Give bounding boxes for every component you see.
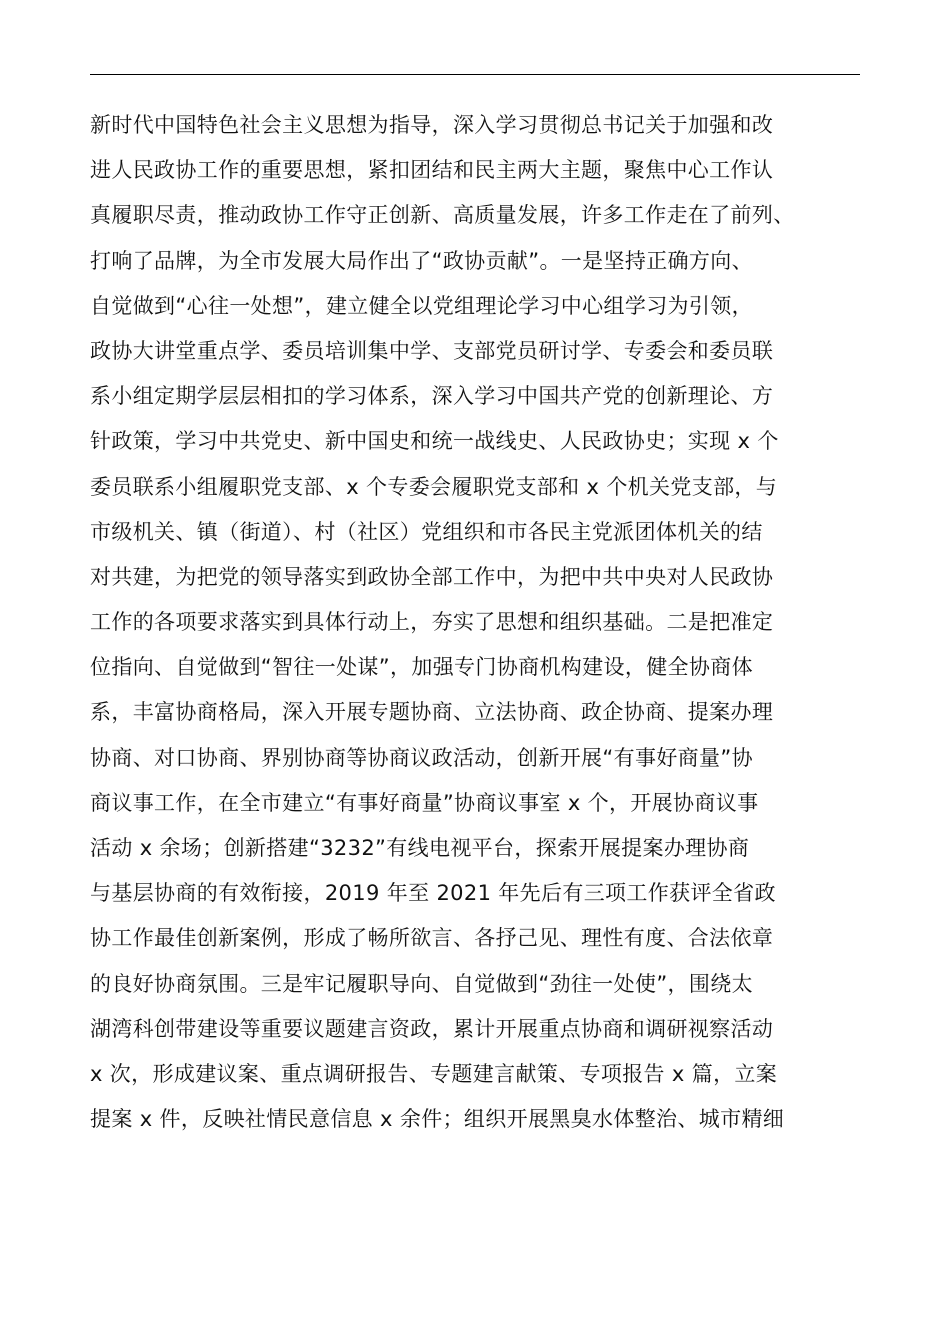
text-line: 打响了品牌，为全市发展大局作出了“政协贡献”。一是坚持正确方向、 [90,248,753,273]
text-line: 提案 x 件，反映社情民意信息 x 余件；组织开展黑臭水体整治、城市精细 [90,1107,785,1132]
text-line: 与基层协商的有效衔接，2019 年至 2021 年先后有三项工作获评全省政 [90,881,776,906]
text-line: 的良好协商氛围。三是牢记履职导向、自觉做到“劲往一处使”，围绕太 [90,971,753,996]
body-paragraph [90,103,880,1142]
text-line: 真履职尽责，推动政协工作守正创新、高质量发展，许多工作走在了前列、 [90,203,795,228]
text-line: 系小组定期学层层相扣的学习体系，深入学习中国共产党的创新理论、方 [90,384,774,409]
text-line: 委员联系小组履职党支部、x 个专委会履职党支部和 x 个机关党支部，与 [90,474,778,499]
text-line: 对共建，为把党的领导落实到政协全部工作中，为把中共中央对人民政协 [90,564,774,589]
text-line: 工作的各项要求落实到具体行动上，夯实了思想和组织基础。二是把准定 [90,610,774,635]
text-line: 商议事工作，在全市建立“有事好商量”协商议事室 x 个，开展协商议事 [90,790,759,815]
text-line: 协商、对口协商、界别协商等协商议政活动，创新开展“有事好商量”协 [90,745,753,770]
text-line: 政协大讲堂重点学、委员培训集中学、支部党员研讨学、专委会和委员联 [90,338,774,363]
text-line: 协工作最佳创新案例，形成了畅所欲言、各抒己见、理性有度、合法依章 [90,926,774,951]
text-line: 位指向、自觉做到“智往一处谋”，加强专门协商机构建设，健全协商体 [90,655,753,680]
text-line: 湖湾科创带建设等重要议题建言资政，累计开展重点协商和调研视察活动 [90,1016,774,1041]
text-line: x 次，形成建议案、重点调研报告、专题建言献策、专项报告 x 篇，立案 [90,1061,778,1086]
text-line: 新时代中国特色社会主义思想为指导，深入学习贯彻总书记关于加强和改 [90,113,774,137]
header-rule [90,74,860,75]
text-line: 进人民政协工作的重要思想，紧扣团结和民主两大主题，聚焦中心工作认 [90,158,774,183]
text-line: 自觉做到“心往一处想”，建立健全以党组理论学习中心组学习为引领， [90,293,753,318]
text-line: 系，丰富协商格局，深入开展专题协商、立法协商、政企协商、提案办理 [90,700,774,725]
text-line: 市级机关、镇（街道）、村（社区）党组织和市各民主党派团体机关的结 [90,519,763,544]
text-line: 针政策，学习中共党史、新中国史和统一战线史、人民政协史；实现 x 个 [90,429,779,454]
text-line: 活动 x 余场；创新搭建“3232”有线电视平台，探索开展提案办理协商 [90,836,750,860]
